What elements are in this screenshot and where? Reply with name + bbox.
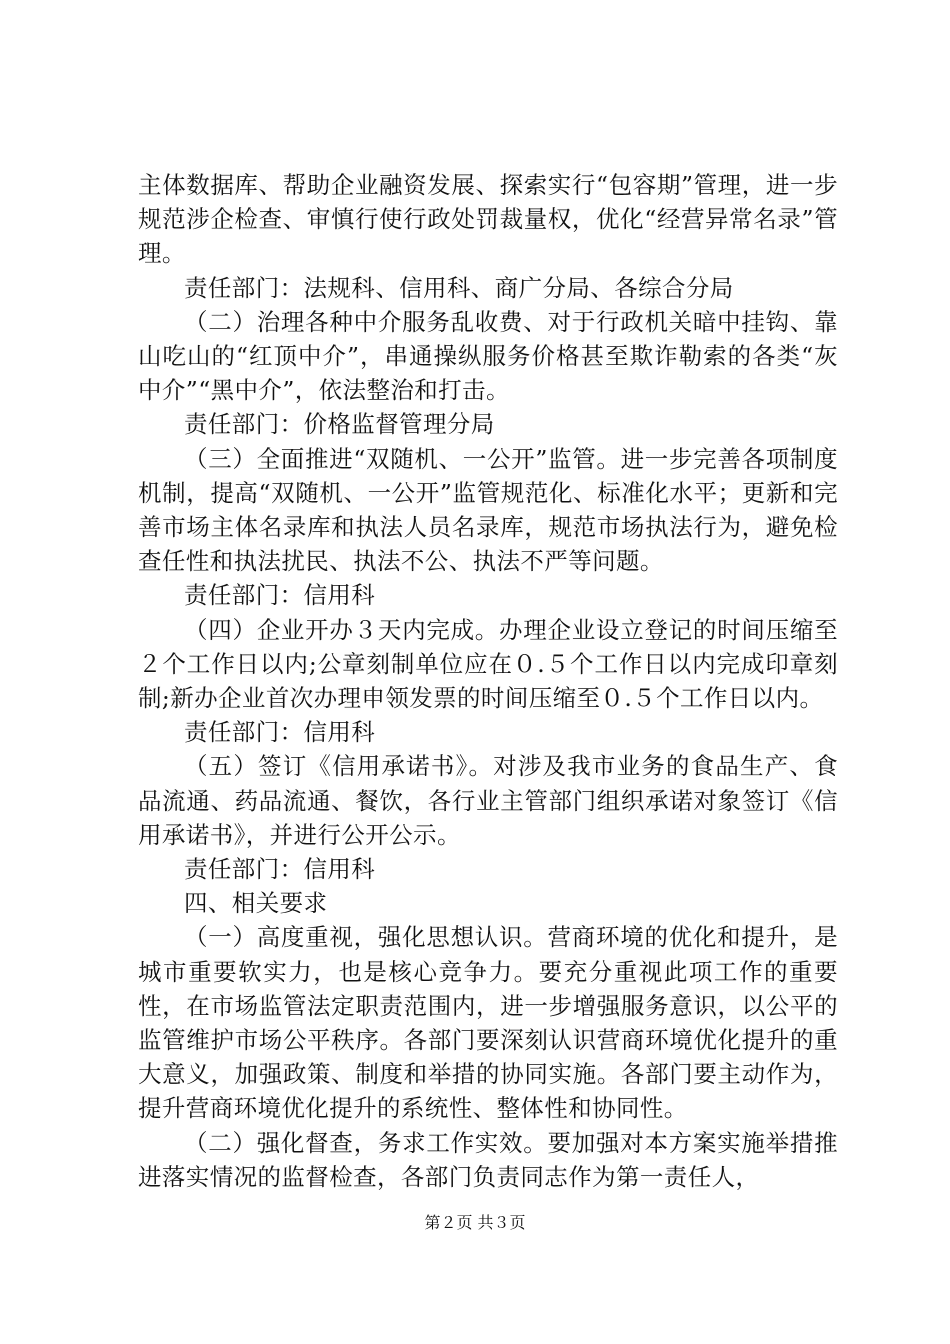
paragraph: （四）企业开办３天内完成。办理企业设立登记的时间压缩至２个工作日以内;公章刻制单位应在０.５个工作日以内完成印章刻制;新办企业首次办理申领发票的时间压缩至０.５个工作日以内。 — [138, 615, 838, 713]
paragraph: 责任部门：价格监督管理分局 — [184, 410, 495, 439]
paragraph: 责任部门：信用科 — [184, 581, 376, 610]
paragraph: 主体数据库、帮助企业融资发展、探索实行“包容期”管理，进一步规范涉企检查、审慎行使行政处罚裁量权，优化“经营异常名录”管理。 — [138, 171, 838, 268]
section-heading: 四、相关要求 — [184, 889, 328, 918]
page-footer: 第２页 共３页 — [424, 1213, 526, 1232]
paragraph: 责任部门：信用科 — [184, 718, 376, 747]
paragraph: 责任部门：信用科 — [184, 855, 376, 884]
paragraph: 责任部门：法规科、信用科、商广分局、各综合分局 — [184, 273, 734, 302]
paragraph: （一）高度重视，强化思想认识。营商环境的优化和提升，是城市重要软实力，也是核心竞争力。要充分重视此项工作的重要性，在市场监管法定职责范围内，进一步增强服务意识，以公平的监管维护市场公平秩序。各部门要深刻认识营商环境优化提升的重大意义，加强政策、制度和举措的协同实施。各部门要主动作为，提升营商环境优化提升的系统性、整体性和协同性。 — [138, 923, 838, 1123]
paragraph: （五）签订《信用承诺书》。对涉及我市业务的食品生产、食品流通、药品流通、餐饮，各行业主管部门组织承诺对象签订《信用承诺书》，并进行公开公示。 — [138, 752, 838, 849]
paragraph: （三）全面推进“双随机、一公开”监管。进一步完善各项制度机制，提高“双随机、一公开”监管规范化、标准化水平；更新和完善市场主体名录库和执法人员名录库，规范市场执法行为，避免检查任性和执法扰民、执法不公、执法不严等问题。 — [138, 444, 838, 576]
document-body — [138, 168, 838, 1194]
paragraph: （二）强化督查，务求工作实效。要加强对本方案实施举措推进落实情况的监督检查，各部门负责同志作为第一责任人， — [138, 1128, 838, 1191]
paragraph: （二）治理各种中介服务乱收费、对于行政机关暗中挂钩、靠山吃山的“红顶中介”，串通操纵服务价格甚至欺诈勒索的各类“灰中介”“黑中介”，依法整治和打击。 — [138, 307, 838, 405]
